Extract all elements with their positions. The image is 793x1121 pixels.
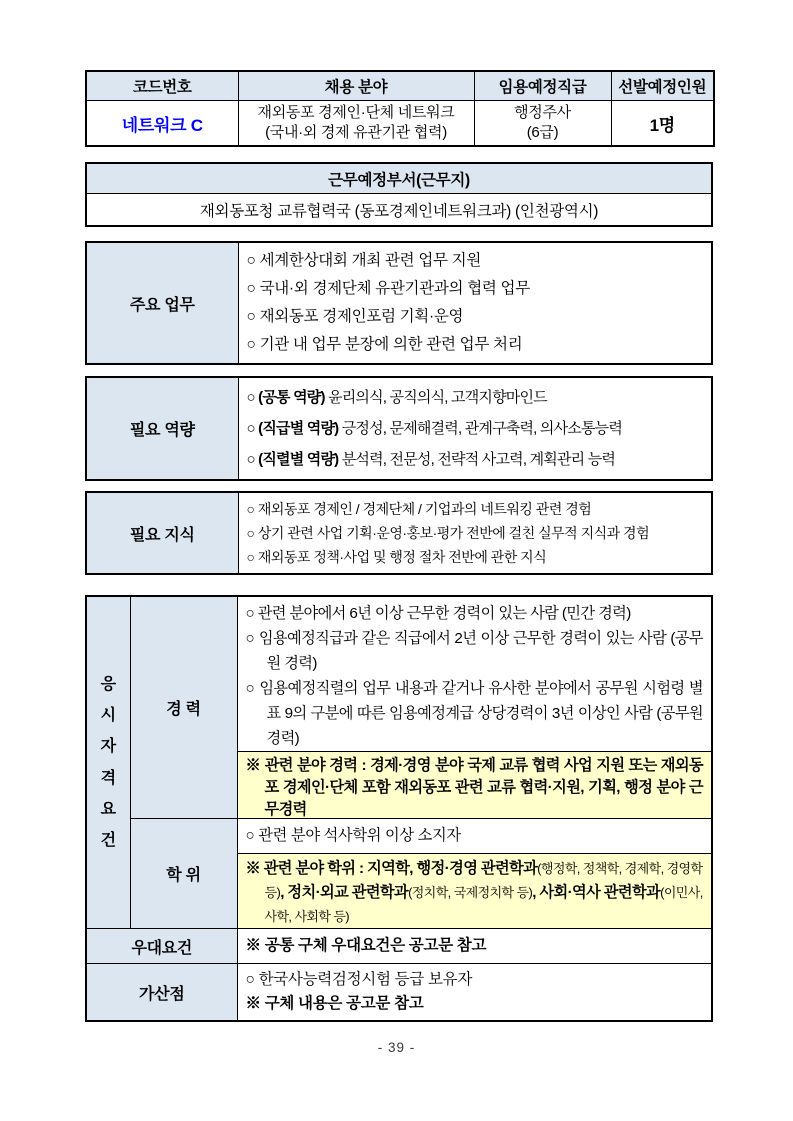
preferred-text: ※ 공통 구체 우대요건은 공고문 참고 [245,937,487,954]
summary-header-row [86,71,714,101]
career-item: ○ 임용예정직렬의 업무 내용과 같거나 유사한 분야에서 공무원 시험령 별표 9의 구분에 따른 임용예정계급 상당경력이 3년 이상인 사람 (공무원 경력) [245,680,703,747]
qualifications-vertical-label-cell [86,596,130,929]
competency-item [247,444,704,475]
bonus-row [86,964,712,1022]
knowledge-table [85,491,713,575]
career-note-text: ※ 관련 분야 경력 : 경제·경영 분야 국제 교류 협력 사업 지원 또는 재외동포 경제인·단체 포함 재외동포 관련 교류 협력·지원, 기획, 행정 분야 근무경력 [245,757,703,818]
career-note-box [238,752,712,818]
grade-cell [474,101,611,147]
bonus-content-cell [237,964,712,1022]
bullet: ○ [246,389,259,406]
degree-item: ○ 관련 분야 석사학위 이상 소지자 [245,827,461,844]
field-cell [238,101,474,147]
workplace-header-row [86,163,712,194]
competency-item [247,413,704,444]
knowledge-content-cell [238,492,712,574]
degree-note-text [246,857,704,928]
bonus-line-2: ※ 구체 내용은 공고문 참고 [245,995,424,1012]
knowledge-item: ○ 재외동포 경제인 / 경제단체 / 기업과의 네트워킹 관련 경험 [246,501,592,517]
document-content [85,70,713,1022]
competencies-row [86,377,712,480]
preferred-label-cell: 우대요건 [86,929,237,964]
bonus-box [238,964,712,1020]
competency-category: (공통 역량) [258,389,325,406]
count-cell: 1명 [611,101,714,147]
degree-note-segment: ※ 관련 분야 학위 : 지역학, 행정·경영 관련학과 [245,860,538,877]
main-duties-row [86,242,712,364]
career-items [238,597,712,751]
duty-item: ○ 국내·외 경제단체 유관기관과의 협력 업무 [246,280,530,297]
career-note-cell [237,752,712,819]
degree-note-box [238,854,712,928]
career-item: ○ 임용예정직급과 같은 직급에서 2년 이상 근무한 경력이 있는 사람 (공무원 경력) [245,630,703,672]
preferred-row [86,929,712,964]
grade-line-2: (6급) [526,124,559,141]
preferred-box [238,929,712,963]
degree-note-segment: (정치학, 국제정치학 등) [408,885,533,900]
degree-note-cell [237,854,712,929]
main-duties-content-cell [238,242,712,364]
grade-line-1: 행정주사 [514,104,571,121]
main-duties-table [85,241,713,365]
competencies-content-cell [238,377,712,480]
qualifications-table [85,595,713,1022]
degree-note-segment: , 정치·외교 관련학과 [280,884,409,901]
header-cell-count: 선발예정인원 [611,71,714,101]
position-summary-table [85,70,715,147]
degree-note-segment: (행정학, 정책학, 경제학, 경영학 등) [264,861,703,900]
workplace-header-cell: 근무예정부서(근무지) [86,163,712,194]
duty-item: ○ 기관 내 업무 분장에 의한 관련 업무 처리 [246,336,523,353]
degree-content-cell [237,819,712,854]
competency-category: (직급별 역량) [258,420,339,437]
competencies-table [85,376,713,481]
workplace-value-row [86,194,712,227]
competency-text: 분석력, 전문성, 전략적 사고력, 계획관리 능력 [338,451,616,468]
code-cell: 네트워크 C [86,101,238,147]
career-content-cell [237,596,712,752]
competency-text: 긍정성, 문제해결력, 관계구축력, 의사소통능력 [338,420,623,437]
workplace-value-cell: 재외동포청 교류협력국 (동포경제인네트워크과) (인천광역시) [86,194,712,227]
career-content-row [86,596,712,752]
duty-item: ○ 세계한상대회 개최 관련 업무 지원 [246,252,482,269]
knowledge-item: ○ 재외동포 정책·사업 및 행정 절차 전반에 관한 지식 [246,549,547,565]
bonus-line-1: ○ 한국사능력검정시험 등급 보유자 [245,971,473,988]
summary-data-row [86,101,714,147]
bonus-label-cell: 가산점 [86,964,237,1022]
degree-item-box [238,819,712,853]
knowledge-label-cell: 필요 지식 [86,492,238,574]
competency-category: (직렬별 역량) [258,451,339,468]
duty-item: ○ 재외동포 경제인포럼 기획·운영 [246,308,464,325]
competency-text: 윤리의식, 공직의식, 고객지향마인드 [324,389,547,406]
header-cell-code: 코드번호 [86,71,238,101]
workplace-table [85,162,713,227]
bullet: ○ [246,420,259,437]
degree-note-segment: , 사회·역사 관련학과 [532,884,661,901]
preferred-content-cell [237,929,712,964]
competencies-label-cell: 필요 역량 [86,377,238,480]
page-number: - 39 - [377,1040,416,1055]
field-line-1: 재외동포 경제인·단체 네트워크 [257,104,455,121]
career-label-cell: 경 력 [130,596,237,819]
degree-content-row [86,819,712,854]
degree-note-segment: (이민사, 사학, 사회학 등) [264,885,703,924]
field-line-2: (국내·외 경제 유관기관 협력) [265,124,447,141]
header-cell-grade: 임용예정직급 [474,71,611,101]
knowledge-row [86,492,712,574]
bullet: ○ [246,451,259,468]
main-duties-label-cell: 주요 업무 [86,242,238,364]
knowledge-item: ○ 상기 관련 사업 기획·운영·홍보·평가 전반에 걸친 실무적 지식과 경험 [246,525,650,541]
qualifications-vertical-label: 응시자격요건 [100,675,116,849]
header-cell-field: 채용 분야 [238,71,474,101]
competency-item [247,382,704,413]
degree-label-cell: 학 위 [130,819,237,929]
career-item: ○ 관련 분야에서 6년 이상 근무한 경력이 있는 사람 (민간 경력) [245,605,631,622]
